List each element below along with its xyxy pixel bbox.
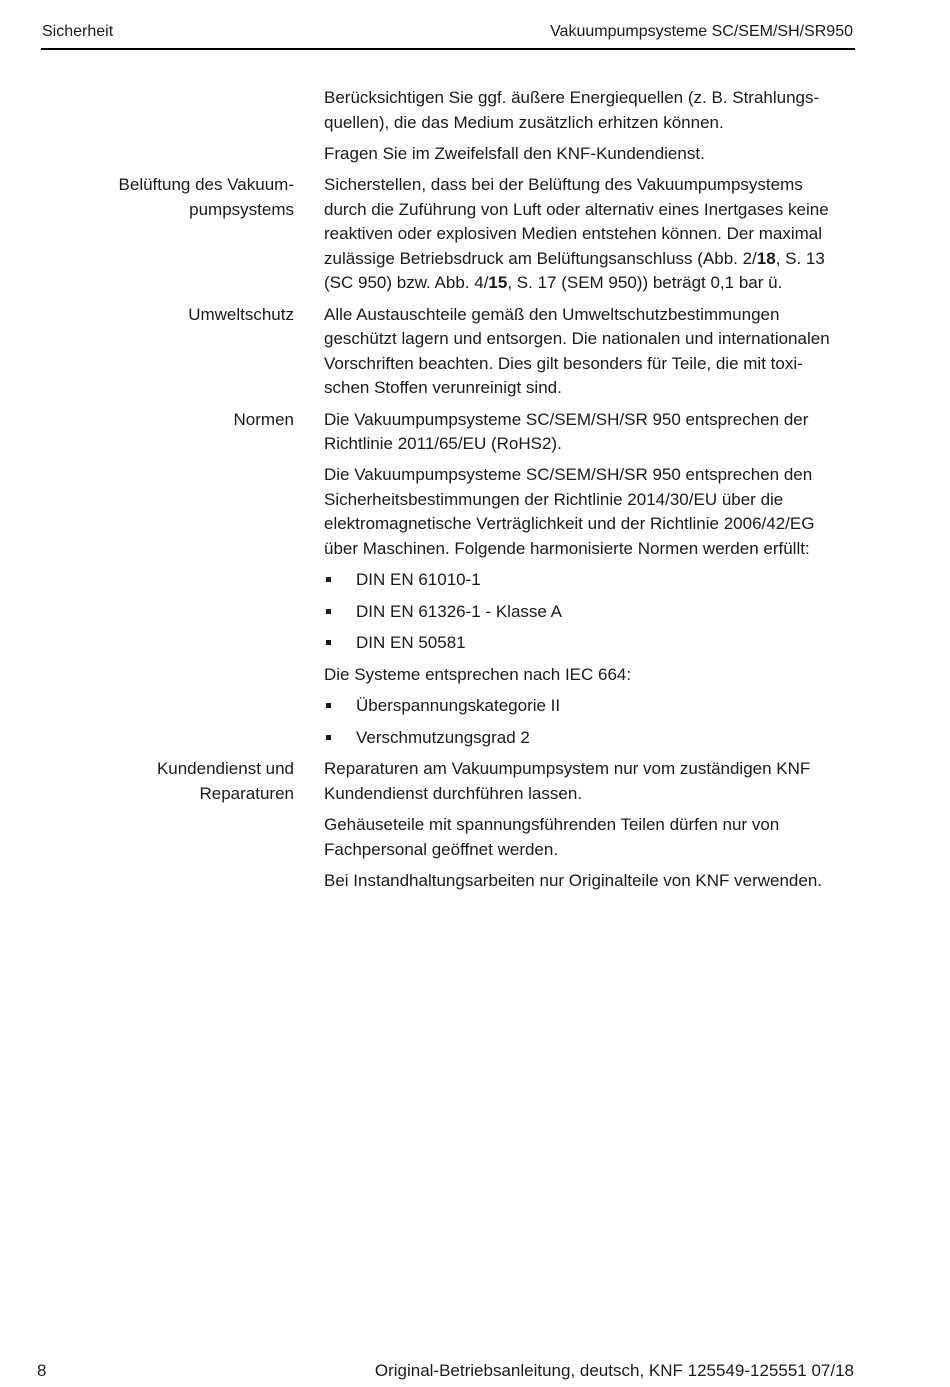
normen-body	[324, 408, 858, 751]
standards-list	[324, 568, 858, 656]
section-normen	[0, 408, 950, 751]
iec-item: Überspannungskategorie II	[356, 696, 561, 716]
square-bullet-icon	[326, 703, 331, 708]
iec-item: Verschmutzungsgrad 2	[356, 727, 530, 747]
intro-paragraph: Fragen Sie im Zweifelsfall den KNF-Kundendienst.	[324, 143, 705, 163]
section-umweltschutz	[0, 303, 950, 401]
section-label-umweltschutz: Umweltschutz	[188, 304, 294, 324]
page-number: 8	[37, 1361, 47, 1380]
list-item	[324, 568, 858, 593]
normen-paragraph-directives: Die Vakuumpumpsysteme SC/SEM/SH/SR 950 entsprechen den Sicherheitsbestimmungen der Richtlinie 2014/30/EU über die elektromagnetische Verträglichkeit und der Richtlinie 2006/42/EG über Maschinen. Folgende harmonisierte Normen werden erfüllt:	[324, 465, 815, 559]
iec-list	[324, 694, 858, 750]
belueftung-paragraph	[324, 173, 858, 296]
section-intro	[0, 86, 950, 166]
list-item	[324, 694, 858, 719]
standard-name: DIN EN 61326-1 - Klasse A	[356, 601, 562, 621]
normen-paragraph-rohs: Die Vakuumpumpsysteme SC/SEM/SH/SR 950 entsprechen der Richtlinie 2011/65/EU (RoHS2).	[324, 409, 809, 454]
kundendienst-paragraph: Gehäuseteile mit spannungsführenden Teilen dürfen nur von Fachpersonal geöffnet werden.	[324, 815, 780, 859]
standard-name: DIN EN 61010-1	[356, 570, 481, 590]
intro-paragraph: Berücksichtigen Sie ggf. äußere Energiequellen (z. B. Strahlungs- quellen), die das Medium zusätzlich erhitzen können.	[324, 88, 820, 132]
square-bullet-icon	[326, 640, 331, 645]
page-content	[0, 86, 950, 900]
kundendienst-paragraph: Bei Instandhaltungsarbeiten nur Originalteile von KNF verwenden.	[324, 870, 823, 890]
section-label-normen: Normen	[233, 409, 294, 429]
belueftung-text-2: , S. 13 (SC 950) bzw. Abb. 4/	[324, 248, 825, 293]
belueftung-text-1: Sicherstellen, dass bei der Belüftung des Vakuumpumpsystems durch die Zuführung von Luft oder alternativ eines Inertgases keine reaktiven oder explosiven Medien entstehen können. Der maximal zulässige Betriebsdruck am Belüftungsanschluss (Abb. 2/	[324, 174, 829, 268]
header-section-title: Sicherheit	[42, 23, 114, 40]
list-item	[324, 726, 858, 751]
list-item	[324, 631, 858, 656]
page-header	[41, 20, 855, 50]
square-bullet-icon	[326, 577, 331, 582]
belueftung-body	[324, 173, 858, 296]
umweltschutz-paragraph: Alle Austauschteile gemäß den Umweltschutzbestimmungen geschützt lagern und entsorgen. Die nationalen und internationalen Vorschriften beachten. Dies gilt besonders für Teile, die mit toxi- schen Stoffen verunreinigt sind.	[324, 304, 830, 398]
normen-paragraph-iec: Die Systeme entsprechen nach IEC 664:	[324, 665, 632, 685]
section-kundendienst	[0, 757, 950, 893]
list-item	[324, 600, 858, 625]
standard-name: DIN EN 50581	[356, 633, 466, 653]
figure-ref-18: 18	[756, 248, 776, 268]
square-bullet-icon	[326, 609, 331, 614]
section-label-belueftung: Belüftung des Vakuum- pumpsystems	[118, 174, 294, 219]
header-product-title: Vakuumpumpsysteme SC/SEM/SH/SR950	[550, 23, 853, 40]
kundendienst-paragraph: Reparaturen am Vakuumpumpsystem nur vom zuständigen KNF Kundendienst durchführen lassen.	[324, 759, 811, 803]
belueftung-text-3: , S. 17 (SEM 950)) beträgt 0,1 bar ü.	[507, 273, 783, 293]
figure-ref-15: 15	[488, 273, 508, 293]
umweltschutz-body	[324, 303, 858, 401]
section-belueftung	[0, 173, 950, 296]
document-reference: Original-Betriebsanleitung, deutsch, KNF 125549-125551 07/18	[374, 1361, 854, 1380]
intro-body	[324, 86, 858, 166]
kundendienst-body	[324, 757, 858, 893]
square-bullet-icon	[326, 735, 331, 740]
section-label-kundendienst: Kundendienst und Reparaturen	[156, 759, 294, 803]
